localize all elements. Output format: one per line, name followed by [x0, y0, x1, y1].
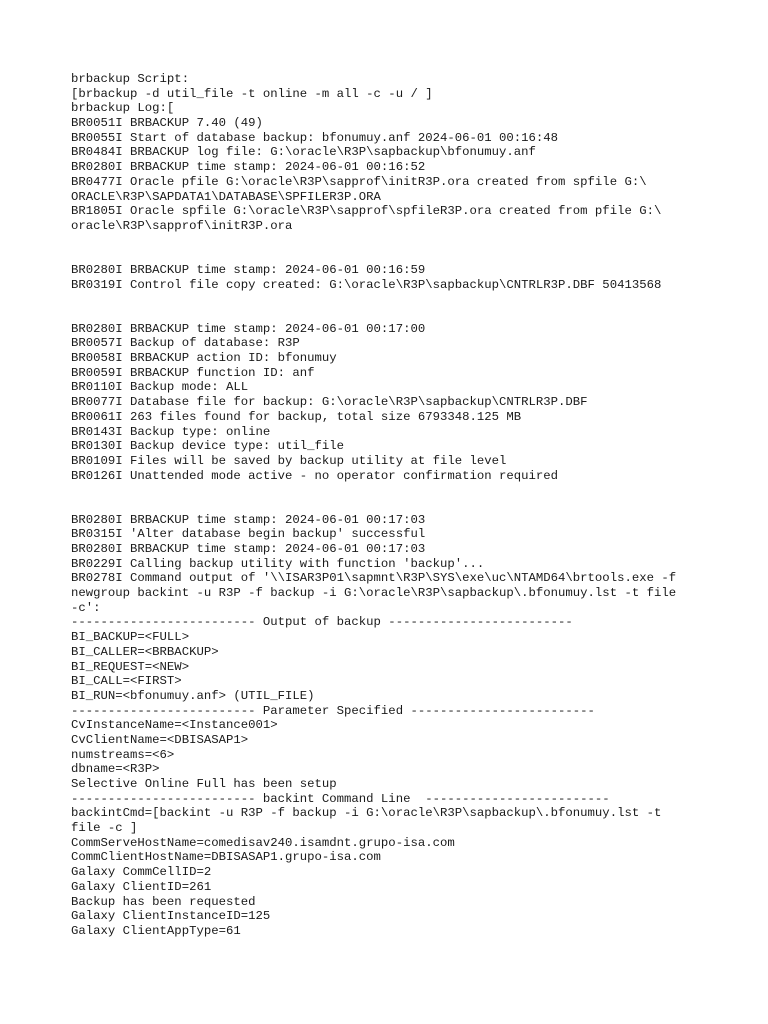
log-line: BR0130I Backup device type: util_file — [71, 439, 345, 454]
log-line: CommClientHostName=DBISASAP1.grupo-isa.com — [71, 850, 381, 865]
log-line: BR0280I BRBACKUP time stamp: 2024-06-01 00:17:00 — [71, 321, 426, 336]
log-line: CvInstanceName=<Instance001> — [71, 718, 278, 733]
log-block-backup-config — [71, 322, 711, 484]
log-line: oracle\R3P\sapprof\initR3P.ora — [71, 218, 293, 233]
log-line: newgroup backint -u R3P -f backup -i G:\oracle\R3P\sapbackup\.bfonumuy.lst -t file — [71, 586, 677, 601]
log-line: Galaxy ClientID=261 — [71, 879, 212, 894]
section-divider: ------------------------- backint Command Line ------------------------- — [71, 791, 610, 806]
log-line: file -c ] — [71, 821, 138, 836]
log-line: ORACLE\R3P\SAPDATA1\DATABASE\SPFILER3P.ORA — [71, 189, 381, 204]
log-line: BR0110I Backup mode: ALL — [71, 380, 249, 395]
log-line: BR0229I Calling backup utility with function 'backup'... — [71, 556, 485, 571]
backup-log-document — [71, 72, 711, 939]
log-line: BR0055I Start of database backup: bfonumuy.anf 2024-06-01 00:16:48 — [71, 130, 559, 145]
section-divider: ------------------------- Output of backup ------------------------- — [71, 615, 573, 630]
log-block-control-file — [71, 263, 711, 292]
log-block-backint-output — [71, 513, 711, 939]
log-line: Selective Online Full has been setup — [71, 777, 337, 792]
log-line: BI_CALL=<FIRST> — [71, 674, 182, 689]
log-line: Galaxy CommCellID=2 — [71, 865, 212, 880]
log-line: BR0109I Files will be saved by backup utility at file level — [71, 453, 507, 468]
log-line: BR0280I BRBACKUP time stamp: 2024-06-01 00:16:52 — [71, 160, 426, 175]
log-line: BR0143I Backup type: online — [71, 424, 271, 439]
log-line: numstreams=<6> — [71, 747, 175, 762]
log-block-header — [71, 72, 711, 234]
log-line: BI_CALLER=<BRBACKUP> — [71, 644, 219, 659]
block-spacer — [71, 483, 711, 512]
log-line: brbackup Script: — [71, 72, 190, 86]
log-line: BR0061I 263 files found for backup, total size 6793348.125 MB — [71, 409, 522, 424]
log-line: BR0077I Database file for backup: G:\oracle\R3P\sapbackup\CNTRLR3P.DBF — [71, 395, 588, 410]
log-line: brbackup Log:[ — [71, 101, 175, 116]
log-line: BR0484I BRBACKUP log file: G:\oracle\R3P\sapbackup\bfonumuy.anf — [71, 145, 536, 160]
log-line: BR0280I BRBACKUP time stamp: 2024-06-01 00:16:59 — [71, 262, 426, 277]
section-divider: ------------------------- Parameter Specified ------------------------- — [71, 703, 595, 718]
log-line: backintCmd=[backint -u R3P -f backup -i G:\oracle\R3P\sapbackup\.bfonumuy.lst -t — [71, 806, 662, 821]
log-line: dbname=<R3P> — [71, 762, 160, 777]
log-line: [brbackup -d util_file -t online -m all -c -u / ] — [71, 86, 433, 101]
block-spacer — [71, 234, 711, 263]
log-line: Backup has been requested — [71, 894, 256, 909]
block-spacer — [71, 292, 711, 321]
log-line: BR0051I BRBACKUP 7.40 (49) — [71, 116, 263, 131]
log-line: CommServeHostName=comedisav240.isamdnt.grupo-isa.com — [71, 835, 455, 850]
log-line: BR0280I BRBACKUP time stamp: 2024-06-01 00:17:03 — [71, 542, 426, 557]
log-line: BR0315I 'Alter database begin backup' successful — [71, 527, 426, 542]
log-line: BR0059I BRBACKUP function ID: anf — [71, 365, 315, 380]
log-line: BR0477I Oracle pfile G:\oracle\R3P\sapprof\initR3P.ora created from spfile G:\ — [71, 174, 647, 189]
log-line: Galaxy ClientInstanceID=125 — [71, 909, 271, 924]
log-line: BI_REQUEST=<NEW> — [71, 659, 190, 674]
log-line: BR0126I Unattended mode active - no operator confirmation required — [71, 468, 559, 483]
log-line: BI_BACKUP=<FULL> — [71, 630, 190, 645]
log-line: BR0057I Backup of database: R3P — [71, 336, 300, 351]
log-line: BR0278I Command output of '\\ISAR3P01\sapmnt\R3P\SYS\exe\uc\NTAMD64\brtools.exe -f — [71, 571, 677, 586]
log-line: BR1805I Oracle spfile G:\oracle\R3P\sapprof\spfileR3P.ora created from pfile G:\ — [71, 204, 662, 219]
log-line: BI_RUN=<bfonumuy.anf> (UTIL_FILE) — [71, 688, 315, 703]
log-line: BR0058I BRBACKUP action ID: bfonumuy — [71, 351, 337, 366]
log-line: Galaxy ClientAppType=61 — [71, 923, 241, 938]
log-line: BR0319I Control file copy created: G:\oracle\R3P\sapbackup\CNTRLR3P.DBF 50413568 — [71, 277, 662, 292]
log-line: BR0280I BRBACKUP time stamp: 2024-06-01 00:17:03 — [71, 512, 426, 527]
log-line: -c': — [71, 600, 101, 615]
log-line: CvClientName=<DBISASAP1> — [71, 732, 249, 747]
